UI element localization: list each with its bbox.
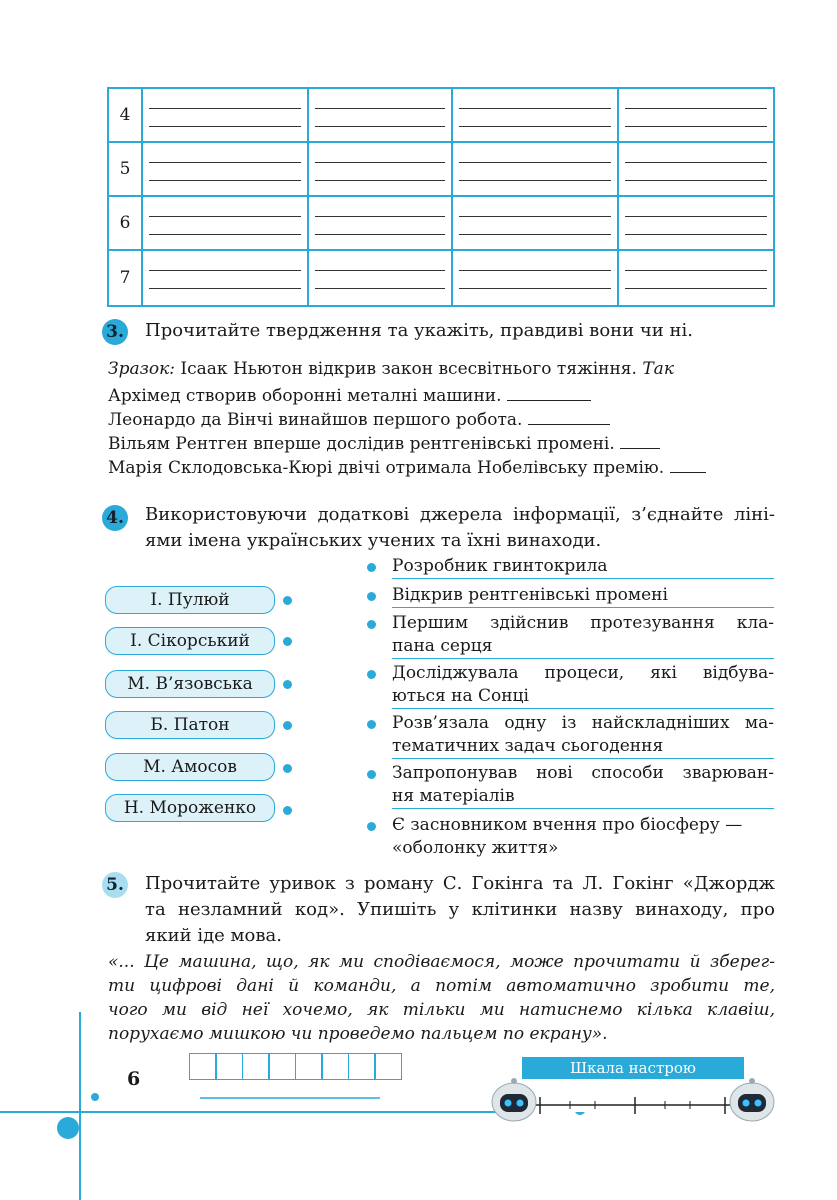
table-cell[interactable]	[143, 197, 309, 249]
title-line: який іде мова.	[145, 925, 282, 946]
item-line: Запропонував нові способи зварюван-	[392, 763, 774, 783]
answer-blank[interactable]	[670, 456, 706, 473]
mood-scale-label: Шкала настрою	[522, 1057, 744, 1079]
invention-item: Розробник гвинтокрила	[392, 555, 774, 579]
table-cell[interactable]	[309, 143, 453, 195]
answer-box[interactable]	[295, 1053, 323, 1080]
item-line: Є засновником вчення про біосферу —	[392, 815, 743, 835]
table-cell[interactable]	[619, 143, 773, 195]
task-number-3: 3.	[102, 319, 128, 345]
scientist-name[interactable]: І. Пулюй	[105, 586, 275, 614]
connect-dot[interactable]	[367, 563, 376, 572]
example-label: Зразок:	[108, 359, 175, 379]
statement	[108, 456, 706, 480]
invention-item	[392, 814, 774, 860]
answer-box[interactable]	[348, 1053, 376, 1080]
item-line: «оболонку життя»	[392, 838, 559, 858]
connect-dot[interactable]	[367, 822, 376, 831]
item-line: Розв’язала одну із найскладніших ма-	[392, 713, 774, 733]
statement-text: Вільям Рентген вперше дослідив рентгенівські промені.	[108, 434, 615, 454]
connect-dot[interactable]	[283, 806, 292, 815]
robot-left-icon	[488, 1074, 540, 1126]
invention-item: Відкрив рентгенівські промені	[392, 584, 774, 608]
answer-blank[interactable]	[507, 384, 591, 401]
scientist-name[interactable]: М. В’язовська	[105, 670, 275, 698]
quote-line: ти цифрові дані й команди, а потім автоматично зробити те,	[108, 976, 775, 996]
statement	[108, 384, 591, 408]
table-cell[interactable]	[453, 197, 619, 249]
connect-dot[interactable]	[283, 596, 292, 605]
title-line: Прочитайте уривок з роману С. Гокінга та Л. Гокінг «Джордж	[145, 873, 775, 894]
table-cell[interactable]	[453, 251, 619, 305]
invention-item	[392, 662, 774, 709]
table-cell[interactable]	[143, 89, 309, 141]
item-line: тематичних задач сьогодення	[392, 736, 664, 756]
statement-text: Леонардо да Вінчі винайшов першого робота.	[108, 410, 523, 430]
statement-text: Марія Склодовська-Кюрі двічі отримала Нобелівську премію.	[108, 458, 665, 478]
task-number-4: 4.	[102, 505, 128, 531]
example-line	[108, 358, 674, 381]
table-cell[interactable]	[453, 143, 619, 195]
table-cell[interactable]	[619, 89, 773, 141]
row-number: 5	[109, 143, 143, 195]
invention-item	[392, 762, 774, 809]
item-line: ються на Сонці	[392, 686, 529, 706]
answer-table	[107, 87, 775, 307]
task-5-title	[145, 871, 775, 949]
answer-box[interactable]	[242, 1053, 270, 1080]
quote-line: «... Це машина, що, як ми сподіваємося, може прочитати й зберег-	[108, 952, 775, 972]
invention-item	[392, 712, 774, 759]
item-line: Досліджувала процеси, які відбува-	[392, 663, 774, 683]
row-number: 6	[109, 197, 143, 249]
task-4-title	[145, 502, 775, 554]
connect-dot[interactable]	[283, 637, 292, 646]
row-number: 7	[109, 251, 143, 305]
connect-dot[interactable]	[367, 670, 376, 679]
answer-box[interactable]	[215, 1053, 243, 1080]
table-cell[interactable]	[309, 89, 453, 141]
answer-box[interactable]	[268, 1053, 296, 1080]
table-cell[interactable]	[143, 251, 309, 305]
row-number: 4	[109, 89, 143, 141]
novel-quote	[108, 950, 775, 1046]
task-number-5: 5.	[102, 872, 128, 898]
table-row	[109, 197, 773, 251]
statement	[108, 408, 610, 432]
table-cell[interactable]	[619, 251, 773, 305]
table-cell[interactable]	[309, 197, 453, 249]
invention-item	[392, 612, 774, 659]
answer-box[interactable]	[189, 1053, 217, 1080]
connect-dot[interactable]	[367, 620, 376, 629]
table-cell[interactable]	[309, 251, 453, 305]
statement	[108, 432, 660, 456]
table-row	[109, 143, 773, 197]
answer-blank[interactable]	[620, 432, 660, 449]
answer-box[interactable]	[321, 1053, 349, 1080]
connect-dot[interactable]	[367, 770, 376, 779]
table-row	[109, 89, 773, 143]
title-line: та незламний код». Упишіть у клітинки назву винаходу, про	[145, 899, 775, 920]
table-cell[interactable]	[143, 143, 309, 195]
task-3-title: Прочитайте твердження та укажіть, правдиві вони чи ні.	[145, 320, 693, 341]
scientist-name[interactable]: М. Амосов	[105, 753, 275, 781]
answer-boxes	[190, 1053, 402, 1080]
connect-dot[interactable]	[283, 764, 292, 773]
quote-line: поруxаємо мишкою чи проведемо пальцем по екрану».	[108, 1024, 608, 1044]
item-line: ня матеріалів	[392, 786, 515, 806]
connect-dot[interactable]	[367, 720, 376, 729]
quote-line: чого ми від неї хочемо, як тільки ми натиснемо кілька клавіш,	[108, 1000, 775, 1020]
table-row	[109, 251, 773, 305]
scientist-name[interactable]: Н. Мороженко	[105, 794, 275, 822]
statement-text: Архімед створив оборонні металні машини.	[108, 386, 502, 406]
title-line: ями імена українських учених та їхні винаходи.	[145, 530, 602, 551]
page-number: 6	[127, 1068, 141, 1090]
title-line: Використовуючи додаткові джерела інформації, з’єднайте ліні-	[145, 504, 775, 525]
answer-box[interactable]	[374, 1053, 402, 1080]
table-cell[interactable]	[453, 89, 619, 141]
connect-dot[interactable]	[283, 680, 292, 689]
item-line: пана серця	[392, 636, 493, 656]
item-line: Першим здійснив протезування кла-	[392, 613, 774, 633]
example-answer: Так	[642, 359, 674, 379]
connect-dot[interactable]	[283, 721, 292, 730]
example-text: Ісаак Ньютон відкрив закон всесвітнього тяжіння.	[175, 359, 643, 379]
scientist-name[interactable]: І. Сікорський	[105, 627, 275, 655]
table-cell[interactable]	[619, 197, 773, 249]
connect-dot[interactable]	[367, 592, 376, 601]
robot-right-icon	[726, 1074, 778, 1126]
scientist-name[interactable]: Б. Патон	[105, 711, 275, 739]
answer-blank[interactable]	[528, 408, 610, 425]
